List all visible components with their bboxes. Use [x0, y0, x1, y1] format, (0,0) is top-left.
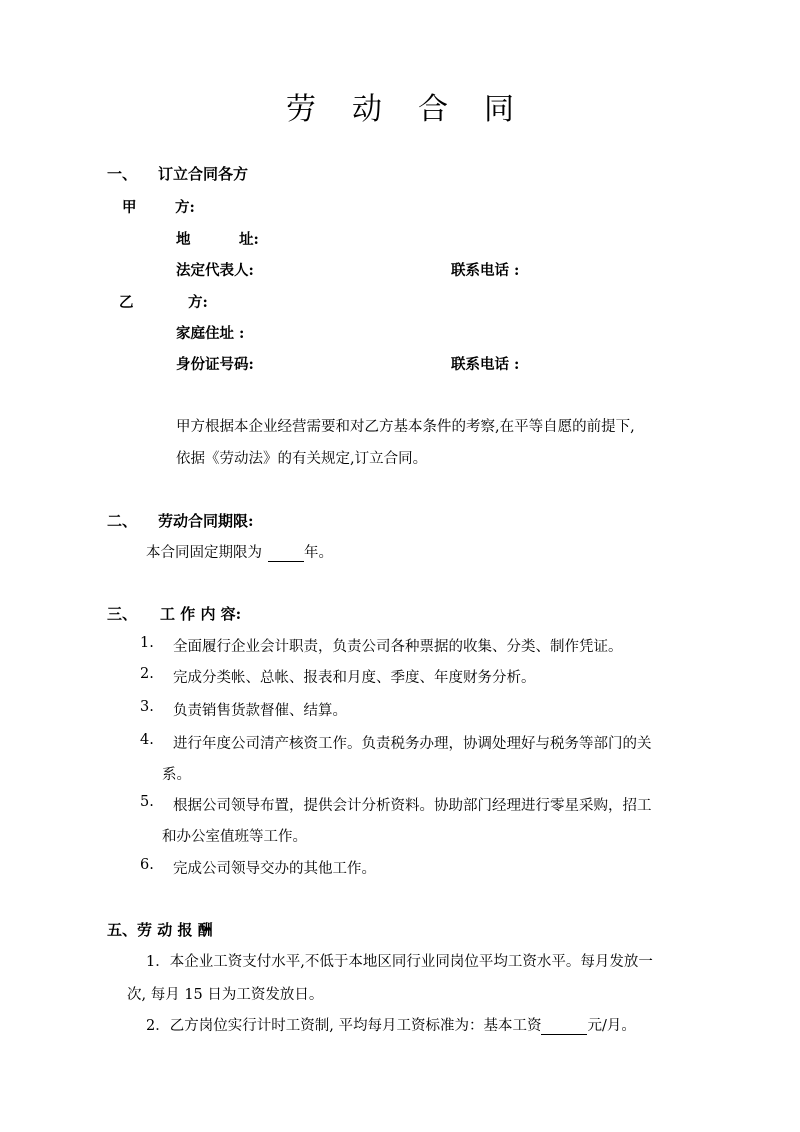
title-char: 合	[418, 92, 448, 127]
section-3-title: 工 作 内 容:	[160, 605, 242, 623]
list-item-number: 5.	[140, 794, 154, 810]
pay-text-before: 2．乙方岗位实行计时工资制, 平均每月工资标准为：基本工资	[146, 1018, 542, 1034]
address-label-b: 址:	[239, 231, 259, 248]
list-item-number: 1.	[140, 635, 154, 651]
id-number-label: 身份证号码:	[176, 356, 254, 373]
pay-paragraph-1-line-2: 次, 每月 15 日为工资发放日。	[127, 987, 324, 1003]
party-a-label-b: 方:	[175, 199, 195, 216]
party-b-label-a: 乙	[119, 294, 134, 311]
pay-paragraph-2	[146, 1014, 636, 1035]
title-char: 劳	[286, 92, 316, 127]
address-label-a: 地	[176, 231, 191, 248]
intro-paragraph-line-2: 依据《劳动法》的有关规定,订立合同。	[176, 451, 428, 467]
party-a-phone-label: 联系电话 :	[451, 262, 520, 279]
list-item-text: 负责销售货款督催、结算。	[173, 703, 347, 719]
section-3-number: 三、	[107, 605, 138, 623]
term-sentence	[146, 541, 333, 562]
list-item-text-continued: 和办公室值班等工作。	[162, 829, 307, 845]
list-item-number: 2.	[140, 666, 154, 682]
section-1-number: 一、	[107, 165, 138, 183]
party-b-label-b: 方:	[188, 294, 208, 311]
list-item-text: 完成公司领导交办的其他工作。	[173, 861, 376, 877]
list-item-text-continued: 系。	[162, 767, 191, 783]
term-text-before: 本合同固定期限为	[146, 545, 262, 561]
section-2-number: 二、	[107, 512, 138, 530]
title-char: 同	[484, 92, 514, 127]
pay-text-after: 元/月。	[587, 1018, 636, 1034]
intro-paragraph-line-1: 甲方根据本企业经营需要和对乙方基本条件的考察,在平等自愿的前提下,	[176, 419, 635, 435]
list-item-text: 全面履行企业会计职责，负责公司各种票据的收集、分类、制作凭证。	[173, 639, 623, 655]
list-item-number: 3.	[140, 699, 154, 715]
pay-paragraph-1-line-1: 1．本企业工资支付水平,不低于本地区同行业同岗位平均工资水平。每月发放一	[146, 954, 653, 970]
list-item-number: 4.	[140, 732, 154, 748]
list-item-text: 根据公司领导布置，提供会计分析资料。协助部门经理进行零星采购，招工	[173, 798, 652, 814]
home-address-label: 家庭住址 :	[176, 325, 245, 342]
party-a-label-a: 甲	[122, 199, 137, 216]
section-5-title: 五、劳 动 报 酬	[107, 921, 213, 939]
list-item-text: 进行年度公司清产核资工作。负责税务办理，协调处理好与税务等部门的关	[173, 736, 652, 752]
section-1-title: 订立合同各方	[158, 165, 249, 183]
document-title	[0, 84, 800, 128]
term-text-after: 年。	[304, 545, 333, 561]
list-item-number: 6.	[140, 857, 154, 873]
term-years-blank[interactable]	[268, 545, 304, 562]
title-char: 动	[352, 92, 382, 127]
section-2-title: 劳动合同期限:	[158, 512, 254, 530]
party-b-phone-label: 联系电话 :	[451, 356, 520, 373]
legal-representative-label: 法定代表人:	[176, 262, 254, 279]
list-item-text: 完成分类帐、总帐、报表和月度、季度、年度财务分析。	[173, 670, 536, 686]
base-salary-blank[interactable]	[541, 1018, 587, 1035]
